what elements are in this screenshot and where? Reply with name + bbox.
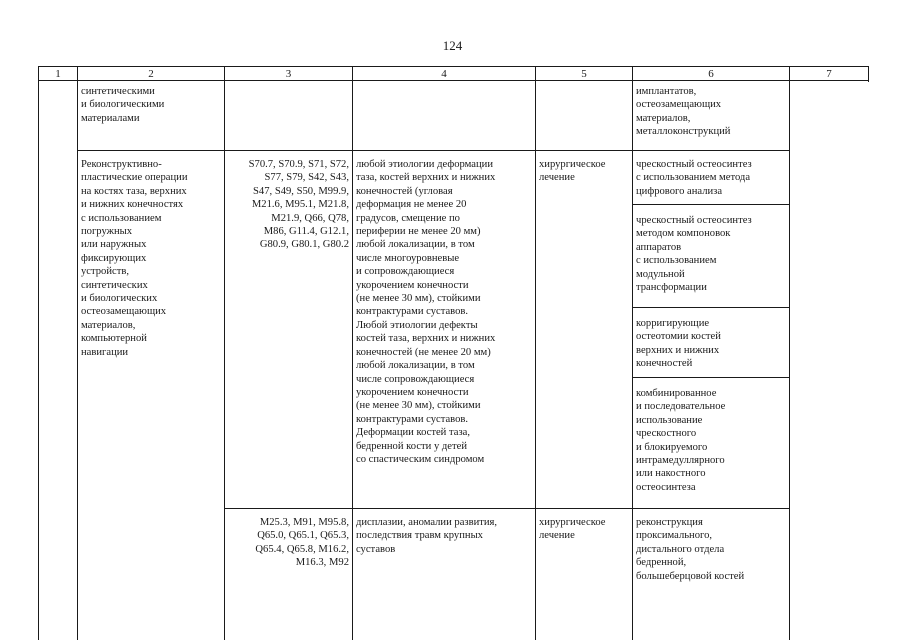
- row-a-method-4: комбинированное и последовательное использование чрескостного и блокируемого интрамедуллярного или накостного остеосинтеза: [636, 388, 726, 493]
- row-b-treatment-type: хирургическое лечение: [539, 517, 606, 542]
- row-a-treatment-type: хирургическое лечение: [539, 159, 606, 184]
- top-block-method-group: синтетическими и биологическими материалами: [81, 86, 165, 124]
- col-border-1: [77, 66, 78, 640]
- top-block-method: имплантатов, остеозамещающих материалов, металлоконструкций: [636, 86, 731, 138]
- col6-divider-3: [632, 377, 789, 378]
- row-b-patient-model: дисплазии, аномалии развития, последствия травм крупных суставов: [356, 517, 498, 555]
- row-a-icd-codes: S70.7, S70.9, S71, S72, S77, S79, S42, S43, S47, S49, S50, M99.9, M21.6, M95.1, M21.8, M21.9, Q66, Q78, M86, G11.4, G12.1, G80.9, G80.1, G80.2: [248, 159, 349, 251]
- col-border-3: [352, 66, 353, 640]
- col-border-2: [224, 66, 225, 640]
- header-cell-4: 4: [441, 68, 447, 80]
- col-border-4: [535, 66, 536, 640]
- table-top-border: [38, 66, 868, 67]
- col6-divider-2: [632, 307, 789, 308]
- row-a-method-2: чрескостный остеосинтез методом компоновок аппаратов с использованием модульной трансформации: [636, 215, 752, 294]
- row-b-top-border: [224, 508, 789, 509]
- row-a-method-group: Реконструктивно- пластические операции на костях таза, верхних и нижних конечностях с использованием погружных или наружных фиксирующих устройств, синтетических и биологических остеозамещающих материалов, компьютерной навигации: [81, 159, 188, 358]
- row-a-patient-model: любой этиологии деформации таза, костей верхних и нижних конечностей (угловая деформация не менее 20 градусов, смещение по периферии не менее 20 мм) любой локализации, в том числе многоуровневые и сопровождающиеся укорочением конечности (не менее 30 мм), стойкими контрактурами суставов. Любой этиологии дефекты костей таза, верхних и нижних конечностей (не менее 20 мм) любой локализации, в том числе сопровождающиеся укорочением конечности (не менее 30 мм), стойкими контрактурами суставов. Деформации костей таза, бедренной кости у детей со спастическим синдромом: [356, 159, 496, 465]
- header-cell-3: 3: [285, 68, 292, 80]
- row-a-method-1: чрескостный остеосинтез с использованием метода цифрового анализа: [636, 159, 752, 197]
- header-cell-1: 1: [55, 68, 61, 80]
- col-border-6: [789, 66, 790, 640]
- header-cell-6: 6: [708, 68, 714, 80]
- header-cell-7: 7: [826, 68, 832, 80]
- col-border-0: [38, 66, 39, 640]
- row-b-icd-codes: M25.3, M91, M95.8, Q65.0, Q65.1, Q65.3, Q65.4, Q65.8, M16.2, M16.3, M92: [255, 517, 349, 569]
- col-border-5: [632, 66, 633, 640]
- page-number: 124: [442, 38, 463, 53]
- header-bottom-border: [38, 80, 868, 81]
- col6-divider-1: [632, 204, 789, 205]
- header-cell-5: 5: [581, 68, 587, 80]
- row-b-method: реконструкция проксимального, дистального отдела бедренной, большеберцовой костей: [636, 517, 745, 582]
- row-a-method-3: корригирующие остеотомии костей верхних и нижних конечностей: [636, 318, 721, 370]
- top-block-bottom-border: [77, 150, 789, 151]
- header-cell-2: 2: [148, 68, 154, 80]
